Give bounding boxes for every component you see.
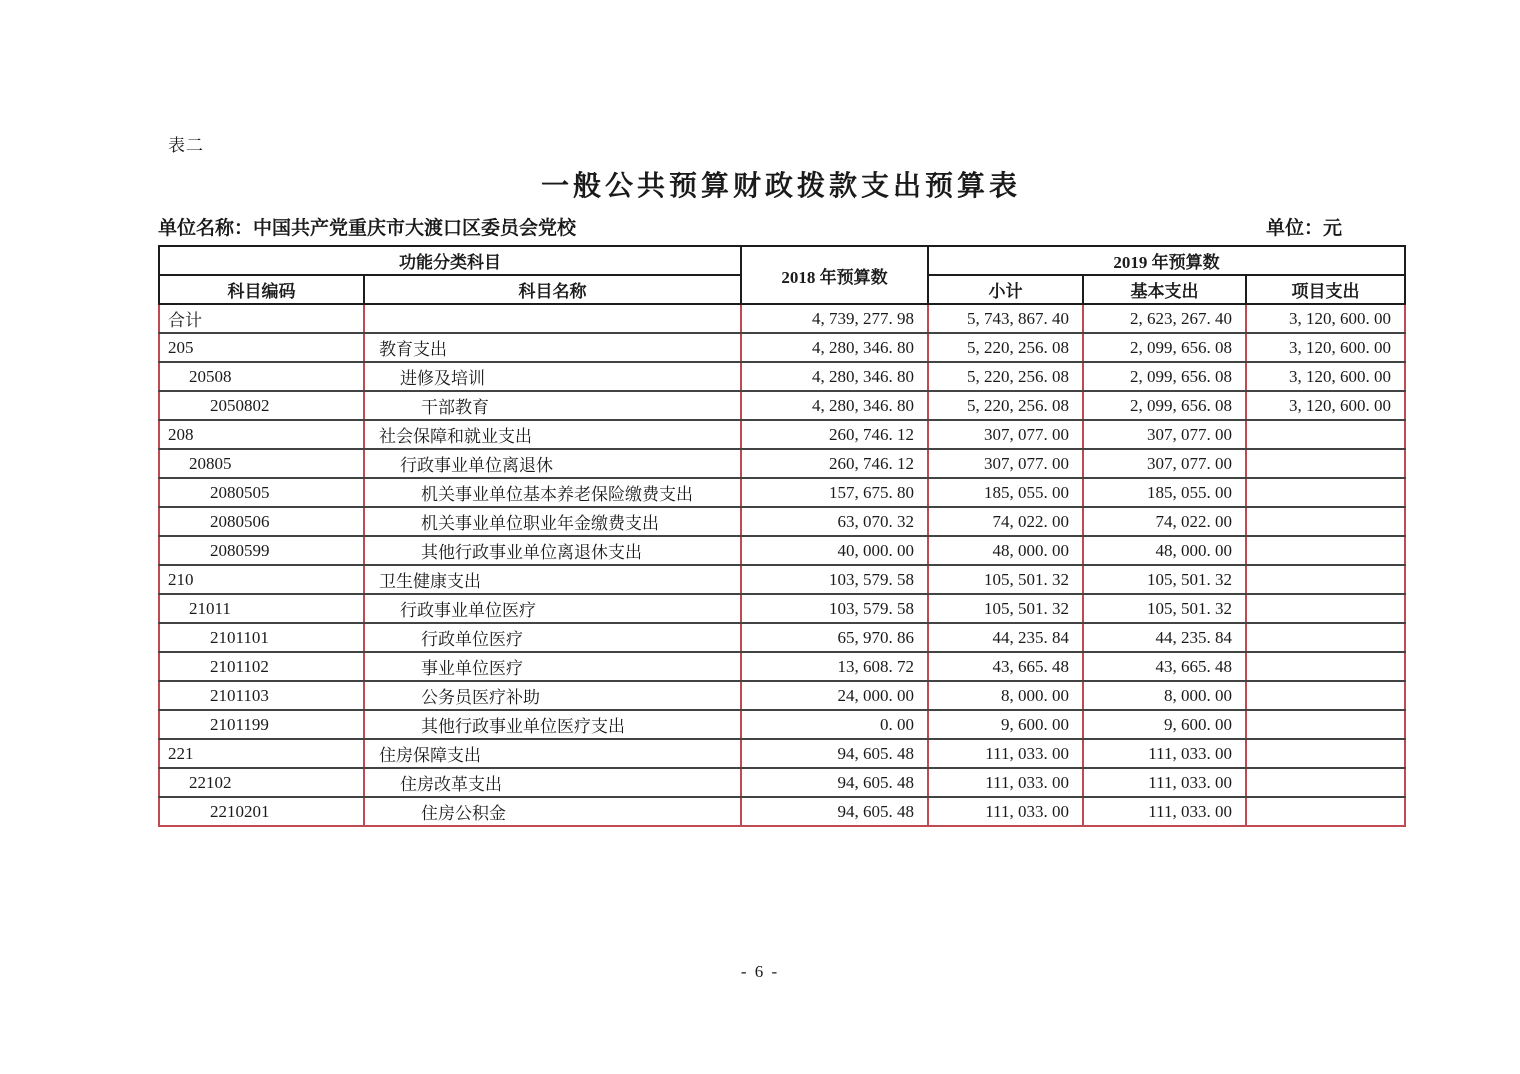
cell-basic: 307, 077. 00 <box>1083 449 1246 478</box>
cell-basic: 2, 099, 656. 08 <box>1083 391 1246 420</box>
budget-table <box>158 245 1406 827</box>
cell-project <box>1246 594 1405 623</box>
cell-subtotal: 74, 022. 00 <box>928 507 1083 536</box>
unit-name-label: 单位名称：中国共产党重庆市大渡口区委员会党校 <box>158 218 577 239</box>
header-project-expenditure: 项目支出 <box>1246 275 1405 304</box>
table-row <box>159 449 1405 478</box>
cell-basic: 111, 033. 00 <box>1083 797 1246 826</box>
cell-subtotal: 307, 077. 00 <box>928 420 1083 449</box>
cell-code: 21011 <box>159 594 364 623</box>
cell-basic: 105, 501. 32 <box>1083 594 1246 623</box>
header-row-1 <box>159 246 1405 275</box>
cell-basic: 2, 099, 656. 08 <box>1083 362 1246 391</box>
cell-subtotal: 5, 220, 256. 08 <box>928 391 1083 420</box>
table-row <box>159 391 1405 420</box>
cell-project <box>1246 681 1405 710</box>
page-number: - 6 - <box>740 962 780 981</box>
table-row <box>159 768 1405 797</box>
cell-subtotal: 9, 600. 00 <box>928 710 1083 739</box>
cell-code: 20805 <box>159 449 364 478</box>
cell-name: 卫生健康支出 <box>364 565 741 594</box>
cell-code: 22102 <box>159 768 364 797</box>
table-row <box>159 710 1405 739</box>
cell-basic: 43, 665. 48 <box>1083 652 1246 681</box>
cell-project: 3, 120, 600. 00 <box>1246 304 1405 333</box>
cell-subtotal: 105, 501. 32 <box>928 594 1083 623</box>
cell-name: 公务员医疗补助 <box>364 681 741 710</box>
cell-subtotal: 111, 033. 00 <box>928 739 1083 768</box>
cell-project <box>1246 507 1405 536</box>
cell-code: 2210201 <box>159 797 364 826</box>
table-row <box>159 333 1405 362</box>
header-subject-name: 科目名称 <box>364 275 741 304</box>
cell-subtotal: 44, 235. 84 <box>928 623 1083 652</box>
cell-subtotal: 105, 501. 32 <box>928 565 1083 594</box>
cell-y2018: 4, 280, 346. 80 <box>741 391 928 420</box>
cell-basic: 2, 623, 267. 40 <box>1083 304 1246 333</box>
cell-project <box>1246 565 1405 594</box>
cell-basic: 48, 000. 00 <box>1083 536 1246 565</box>
cell-y2018: 157, 675. 80 <box>741 478 928 507</box>
cell-y2018: 260, 746. 12 <box>741 449 928 478</box>
cell-y2018: 4, 280, 346. 80 <box>741 362 928 391</box>
cell-name: 教育支出 <box>364 333 741 362</box>
cell-y2018: 24, 000. 00 <box>741 681 928 710</box>
table-note: 表二 <box>168 136 204 155</box>
currency-unit-label: 单位：元 <box>1265 218 1342 239</box>
cell-name: 机关事业单位基本养老保险缴费支出 <box>364 478 741 507</box>
cell-basic: 8, 000. 00 <box>1083 681 1246 710</box>
table-row <box>159 594 1405 623</box>
cell-project <box>1246 710 1405 739</box>
cell-subtotal: 5, 743, 867. 40 <box>928 304 1083 333</box>
cell-y2018: 260, 746. 12 <box>741 420 928 449</box>
cell-code: 20508 <box>159 362 364 391</box>
cell-name: 进修及培训 <box>364 362 741 391</box>
table-row <box>159 739 1405 768</box>
cell-code: 205 <box>159 333 364 362</box>
cell-code: 210 <box>159 565 364 594</box>
cell-basic: 111, 033. 00 <box>1083 739 1246 768</box>
cell-project <box>1246 623 1405 652</box>
cell-name: 其他行政事业单位医疗支出 <box>364 710 741 739</box>
table-row <box>159 623 1405 652</box>
cell-y2018: 40, 000. 00 <box>741 536 928 565</box>
table-row <box>159 536 1405 565</box>
table-row <box>159 797 1405 826</box>
cell-y2018: 4, 739, 277. 98 <box>741 304 928 333</box>
cell-project <box>1246 478 1405 507</box>
cell-project: 3, 120, 600. 00 <box>1246 391 1405 420</box>
cell-y2018: 0. 00 <box>741 710 928 739</box>
cell-y2018: 103, 579. 58 <box>741 565 928 594</box>
cell-y2018: 4, 280, 346. 80 <box>741 333 928 362</box>
budget-table-header <box>159 246 1405 304</box>
cell-basic: 44, 235. 84 <box>1083 623 1246 652</box>
cell-subtotal: 111, 033. 00 <box>928 797 1083 826</box>
cell-project: 3, 120, 600. 00 <box>1246 333 1405 362</box>
header-2018-budget: 2018 年预算数 <box>741 246 928 304</box>
cell-name: 住房保障支出 <box>364 739 741 768</box>
table-row <box>159 304 1405 333</box>
cell-code: 2080505 <box>159 478 364 507</box>
cell-code: 2050802 <box>159 391 364 420</box>
table-row <box>159 478 1405 507</box>
cell-code: 2101101 <box>159 623 364 652</box>
cell-name: 干部教育 <box>364 391 741 420</box>
cell-subtotal: 43, 665. 48 <box>928 652 1083 681</box>
cell-project <box>1246 797 1405 826</box>
cell-code: 合计 <box>159 304 364 333</box>
table-row <box>159 420 1405 449</box>
cell-basic: 185, 055. 00 <box>1083 478 1246 507</box>
cell-y2018: 65, 970. 86 <box>741 623 928 652</box>
cell-code: 221 <box>159 739 364 768</box>
cell-y2018: 13, 608. 72 <box>741 652 928 681</box>
cell-name: 行政事业单位离退休 <box>364 449 741 478</box>
cell-basic: 2, 099, 656. 08 <box>1083 333 1246 362</box>
cell-basic: 111, 033. 00 <box>1083 768 1246 797</box>
header-subject-code: 科目编码 <box>159 275 364 304</box>
budget-table-body <box>159 304 1405 826</box>
cell-project: 3, 120, 600. 00 <box>1246 362 1405 391</box>
cell-project <box>1246 739 1405 768</box>
cell-y2018: 103, 579. 58 <box>741 594 928 623</box>
cell-y2018: 94, 605. 48 <box>741 797 928 826</box>
cell-name: 社会保障和就业支出 <box>364 420 741 449</box>
cell-name <box>364 304 741 333</box>
header-basic-expenditure: 基本支出 <box>1083 275 1246 304</box>
table-row <box>159 681 1405 710</box>
cell-code: 2080506 <box>159 507 364 536</box>
cell-project <box>1246 536 1405 565</box>
cell-project <box>1246 449 1405 478</box>
cell-project <box>1246 652 1405 681</box>
cell-name: 事业单位医疗 <box>364 652 741 681</box>
table-row <box>159 565 1405 594</box>
cell-y2018: 94, 605. 48 <box>741 739 928 768</box>
cell-subtotal: 307, 077. 00 <box>928 449 1083 478</box>
table-row <box>159 507 1405 536</box>
cell-subtotal: 111, 033. 00 <box>928 768 1083 797</box>
cell-project <box>1246 768 1405 797</box>
cell-code: 2101103 <box>159 681 364 710</box>
cell-code: 2101199 <box>159 710 364 739</box>
header-subtotal: 小计 <box>928 275 1083 304</box>
cell-name: 行政单位医疗 <box>364 623 741 652</box>
cell-basic: 307, 077. 00 <box>1083 420 1246 449</box>
cell-subtotal: 8, 000. 00 <box>928 681 1083 710</box>
cell-project <box>1246 420 1405 449</box>
header-func-group: 功能分类科目 <box>159 246 741 275</box>
cell-code: 208 <box>159 420 364 449</box>
header-2019-budget: 2019 年预算数 <box>928 246 1405 275</box>
cell-name: 住房改革支出 <box>364 768 741 797</box>
table-row <box>159 652 1405 681</box>
cell-name: 其他行政事业单位离退休支出 <box>364 536 741 565</box>
cell-name: 机关事业单位职业年金缴费支出 <box>364 507 741 536</box>
cell-name: 住房公积金 <box>364 797 741 826</box>
cell-subtotal: 185, 055. 00 <box>928 478 1083 507</box>
cell-name: 行政事业单位医疗 <box>364 594 741 623</box>
cell-y2018: 94, 605. 48 <box>741 768 928 797</box>
cell-basic: 105, 501. 32 <box>1083 565 1246 594</box>
cell-basic: 74, 022. 00 <box>1083 507 1246 536</box>
cell-code: 2080599 <box>159 536 364 565</box>
meta-row <box>158 213 1404 240</box>
cell-y2018: 63, 070. 32 <box>741 507 928 536</box>
cell-basic: 9, 600. 00 <box>1083 710 1246 739</box>
page-title: 一般公共预算财政拨款支出预算表 <box>540 171 1021 202</box>
cell-subtotal: 5, 220, 256. 08 <box>928 362 1083 391</box>
cell-subtotal: 5, 220, 256. 08 <box>928 333 1083 362</box>
cell-subtotal: 48, 000. 00 <box>928 536 1083 565</box>
cell-code: 2101102 <box>159 652 364 681</box>
table-row <box>159 362 1405 391</box>
